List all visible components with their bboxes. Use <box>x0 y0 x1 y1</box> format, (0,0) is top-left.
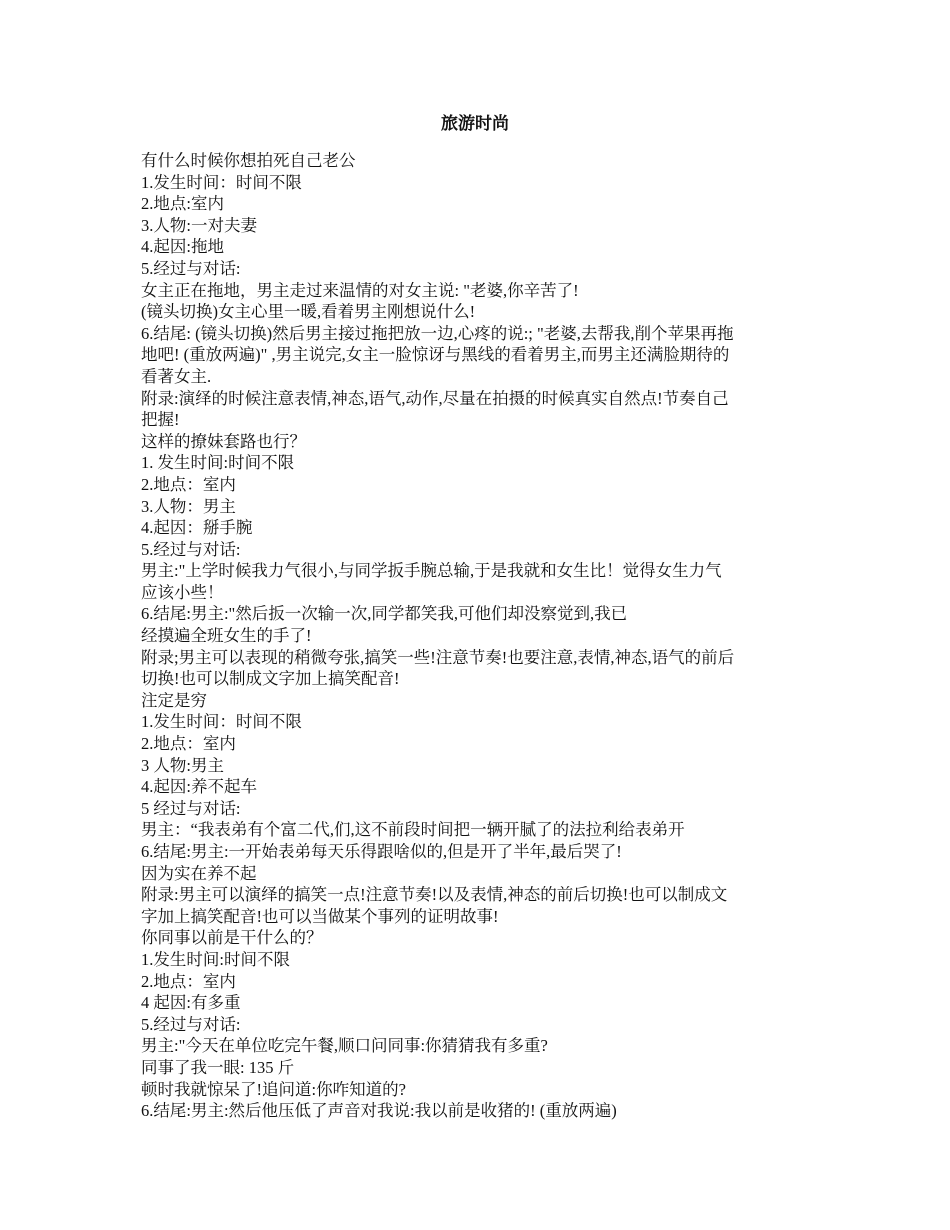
text-line: 3.人物：男主 <box>141 496 236 516</box>
text-line: 顿时我就惊呆了!追问道:你咋知道的? <box>141 1079 406 1099</box>
text-line: (镜头切换)女主心里一暖,看着男主刚想说什么! <box>141 302 476 322</box>
text-line: 男主:"今天在单位吃完午餐,顺口问同事:你猜猜我有多重? <box>141 1036 548 1056</box>
text-line: 经摸遍全班女生的手了! <box>141 626 312 646</box>
text-line: 因为实在养不起 <box>141 863 257 883</box>
text-line: 2.地点：室内 <box>141 734 236 754</box>
text-line: 4 起因:有多重 <box>141 993 241 1013</box>
text-line: 1.发生时间：时间不限 <box>141 712 302 732</box>
text-line: 男主：“我表弟有个富二代,们,这不前段时间把一辆开腻了的法拉利给表弟开 <box>141 820 685 840</box>
text-line: 4.起因:养不起车 <box>141 777 257 797</box>
text-line: 5 经过与对话: <box>141 798 241 818</box>
text-line: 女主正在拖地，男主走过来温情的对女主说: "老婆,你辛苦了! <box>141 280 579 300</box>
text-line: 5.经过与对话: <box>141 258 241 278</box>
text-line: 1.发生时间：时间不限 <box>141 172 302 192</box>
text-line: 4.起因：掰手腕 <box>141 518 253 538</box>
text-line: 3.人物:一对夫妻 <box>141 215 257 235</box>
text-line: 附录:男主可以演绎的搞笑一点!注意节奏!以及表情,神态的前后切换!也可以制成文 <box>141 885 728 905</box>
text-line: 有什么时候你想拍死自己老公 <box>141 151 356 170</box>
text-line: 地吧! (重放两遍)" ,男主说完,女主一脸惊讶与黑线的看着男主,而男主还满脸期待的 <box>141 345 730 365</box>
text-line: 这样的撩妹套路也行？ <box>141 431 306 451</box>
text-line: 6.结尾:男主:然后他压低了声音对我说:我以前是收猪的! (重放两遍) <box>141 1101 617 1121</box>
text-line: 4.起因:拖地 <box>141 237 224 257</box>
text-line: 应该小些！ <box>141 582 224 602</box>
text-line: 2.地点:室内 <box>141 194 224 214</box>
text-line: 6.结尾: (镜头切换)然后男主接过拖把放一边,心疼的说:; "老婆,去帮我,削个苹果再拖 <box>141 323 734 343</box>
document-title: 旅游时尚 <box>441 114 509 133</box>
text-line: 1. 发生时间:时间不限 <box>141 453 295 473</box>
text-line: 同事了我一眼: 135 斤 <box>141 1057 295 1077</box>
text-line: 看著女主. <box>141 366 212 386</box>
document-body <box>141 150 813 1122</box>
text-line: 注定是穷 <box>141 690 207 710</box>
text-line: 附录:演绎的时候注意表情,神态,语气,动作,尽量在拍摄的时候真实自然点!节奏自己 <box>141 388 729 408</box>
text-line: 2.地点：室内 <box>141 971 236 991</box>
text-line: 附录;男主可以表现的稍微夸张,搞笑一些!注意节奏!也要注意,表情,神态,语气的前后 <box>141 647 735 667</box>
text-line: 男主:"上学时候我力气很小,与同学扳手腕总输,于是我就和女生比！觉得女生力气 <box>141 561 722 581</box>
text-line: 1.发生时间:时间不限 <box>141 949 290 969</box>
text-line: 字加上搞笑配音!也可以当做某个事列的证明故事! <box>141 906 499 926</box>
text-line: 2.地点：室内 <box>141 474 236 494</box>
text-line: 6.结尾:男主:一开始表弟每天乐得跟啥似的,但是开了半年,最后哭了! <box>141 842 622 861</box>
text-line: 5.经过与对话: <box>141 1014 241 1034</box>
text-line: 5.经过与对话: <box>141 539 241 559</box>
text-line: 把握! <box>141 410 180 430</box>
text-line: 你同事以前是干什么的？ <box>141 928 323 948</box>
text-line: 3 人物:男主 <box>141 755 224 775</box>
text-line: 6.结尾:男主:"然后扳一次输一次,同学都笑我,可他们却没察觉到,我已 <box>141 604 628 624</box>
text-line: 切换!也可以制成文字加上搞笑配音! <box>141 669 400 689</box>
